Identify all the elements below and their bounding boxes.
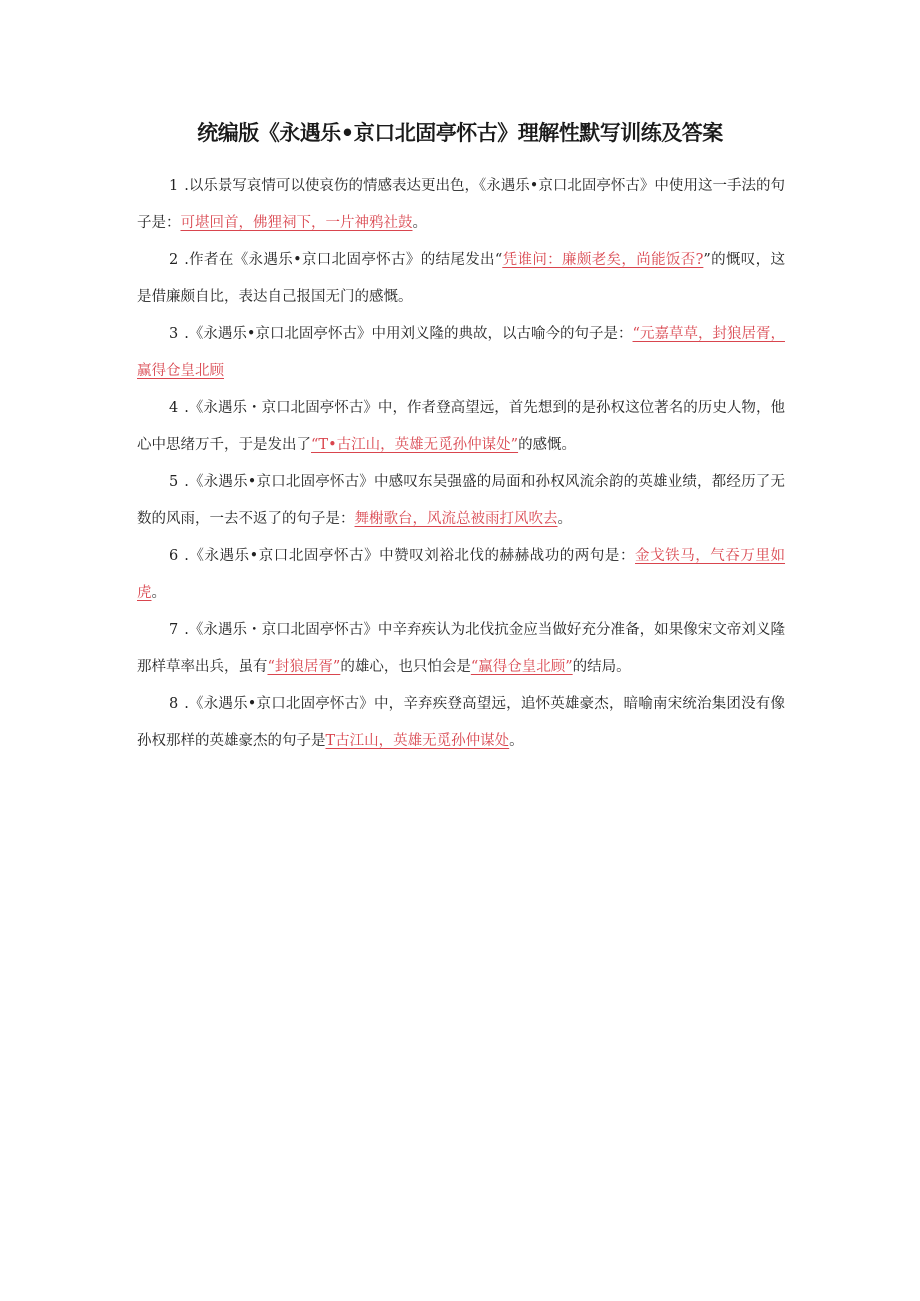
- question-tail: ”的慨叹，这是借廉颇自比，表达自己报国无门的感慨。: [137, 252, 785, 305]
- question-number: 2: [169, 252, 179, 268]
- question-item: [137, 168, 785, 242]
- question-number: 4: [169, 400, 179, 416]
- question-tail: 的结局。: [572, 659, 631, 675]
- question-tail: 的感慨。: [518, 437, 577, 453]
- answer-text: “T•古江山，英雄无觅孙仲谋处”: [311, 437, 519, 453]
- document-title: 统编版《永遇乐•京口北固亭怀古》理解性默写训练及答案: [197, 121, 723, 145]
- question-number: 6: [169, 548, 179, 564]
- question-tail: 。: [151, 585, 166, 601]
- question-number: 7: [169, 622, 179, 638]
- answer-text-second: “赢得仓皇北顾”: [470, 659, 573, 675]
- question-number: 3: [169, 326, 179, 342]
- question-text: .作者在《永遇乐•京口北固亭怀古》的结尾发出“: [184, 252, 503, 268]
- question-text: .《永遇乐•京口北固亭怀古》中用刘义隆的典故，以古喻今的句子是：: [184, 326, 633, 342]
- answer-text: 凭谁问：廉颇老矣，尚能饭否?: [502, 252, 704, 268]
- question-text: .《永遇乐・京口北固亭怀古》中辛弃疾认为北伐抗金应当做好充分准备，如果像宋文帝刘义隆那样草率出兵，虽有: [137, 622, 785, 675]
- question-number: 8: [169, 696, 179, 712]
- question-middle: 的雄心，也只怕会是: [340, 659, 471, 675]
- question-item: [137, 316, 785, 390]
- question-item: [137, 686, 785, 760]
- question-item: [137, 242, 785, 316]
- question-item: [137, 464, 785, 538]
- question-list: [137, 168, 785, 760]
- question-text: .《永遇乐•京口北固亭怀古》中赞叹刘裕北伐的赫赫战功的两句是：: [184, 548, 636, 564]
- question-text: .《永遇乐・京口北固亭怀古》中，作者登高望远，首先想到的是孙权这位著名的历史人物，他心中思绪万千，于是发出了: [137, 400, 785, 453]
- question-text: .《永遇乐•京口北固亭怀古》中感叹东吴强盛的局面和孙权风流余韵的英雄业绩，都经历了无数的风雨，一去不返了的句子是：: [137, 474, 785, 527]
- question-tail: 。: [557, 511, 572, 527]
- question-tail: 。: [412, 215, 427, 231]
- answer-text: 舞榭歌台，风流总被雨打风吹去: [354, 511, 558, 527]
- question-text: .《永遇乐•京口北固亭怀古》中，辛弃疾登高望远，追怀英雄豪杰，暗喻南宋统治集团没有像孙权那样的英雄豪杰的句子是: [137, 696, 785, 749]
- answer-text: “封狼居胥”: [267, 659, 341, 675]
- question-tail: 。: [509, 733, 524, 749]
- question-item: [137, 390, 785, 464]
- question-item: [137, 612, 785, 686]
- answer-text: 金戈铁马，气吞万里如虎: [137, 548, 786, 601]
- answer-text: T古江山，英雄无觅孙仲谋处: [325, 733, 510, 749]
- question-number: 1: [169, 178, 179, 194]
- question-text: .以乐景写哀情可以使哀伤的情感表达更出色，《永遇乐•京口北固亭怀古》中使用这一手法的句子是：: [137, 178, 785, 231]
- question-number: 5: [169, 474, 179, 490]
- answer-text: 可堪回首，佛狸祠下，一片神鸦社鼓: [180, 215, 413, 231]
- question-item: [137, 538, 785, 612]
- answer-text: “元嘉草草，封狼居胥，赢得仓皇北顾: [137, 326, 785, 379]
